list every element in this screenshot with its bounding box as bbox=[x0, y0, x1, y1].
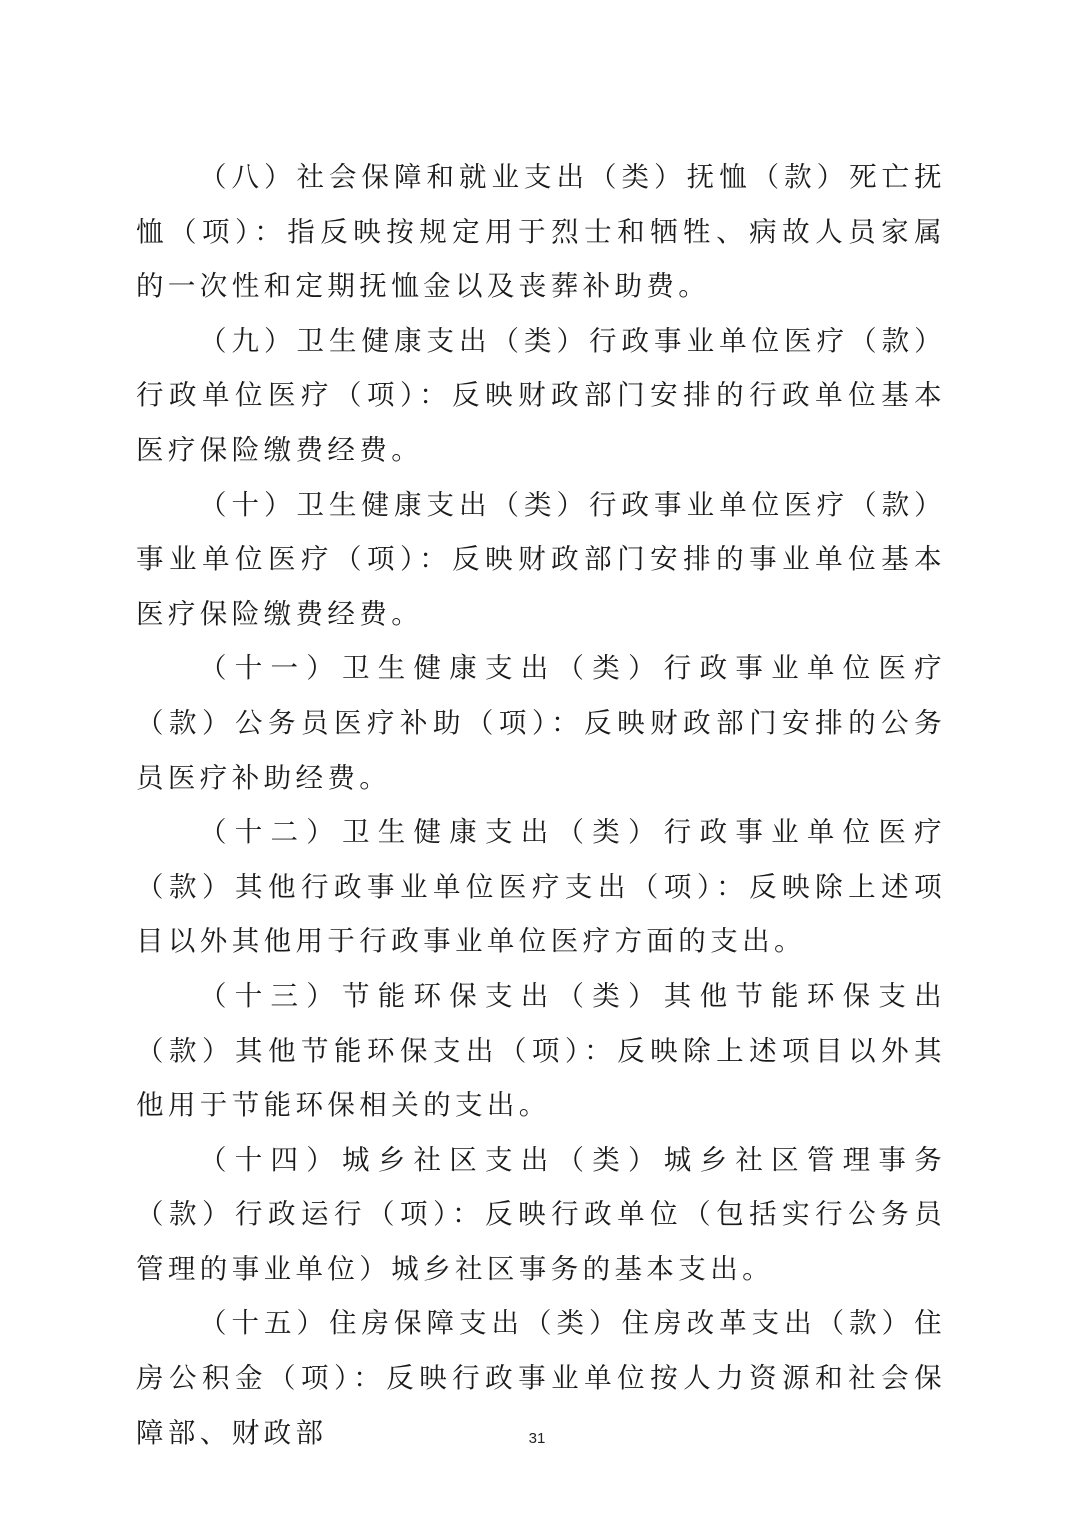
paragraph-urban-rural-admin-operation: （十四）城乡社区支出（类）城乡社区管理事务（款）行政运行（项）：反映行政单位（包括实行公务员管理的事业单位）城乡社区事务的基本支出。 bbox=[136, 1143, 946, 1285]
paragraph-admin-unit-medical: （九）卫生健康支出（类）行政事业单位医疗（款）行政单位医疗（项）：反映财政部门安排的行政单位基本医疗保险缴费经费。 bbox=[136, 324, 946, 466]
paragraph-housing-provident-fund: （十五）住房保障支出（类）住房改革支出（款）住房公积金（项）：反映行政事业单位按人力资源和社会保障部、财政部 bbox=[136, 1307, 946, 1449]
paragraph-death-pension: （八）社会保障和就业支出（类）抚恤（款）死亡抚恤（项）：指反映按规定用于烈士和牺牲、病故人员家属的一次性和定期抚恤金以及丧葬补助费。 bbox=[136, 161, 946, 303]
paragraph-other-medical-expenditure: （十二）卫生健康支出（类）行政事业单位医疗（款）其他行政事业单位医疗支出（项）：反映除上述项目以外其他用于行政事业单位医疗方面的支出。 bbox=[136, 816, 946, 958]
paragraph-civil-servant-medical-subsidy: （十一）卫生健康支出（类）行政事业单位医疗（款）公务员医疗补助（项）：反映财政部门安排的公务员医疗补助经费。 bbox=[136, 652, 946, 794]
page-number: 31 bbox=[528, 1430, 546, 1447]
paragraph-public-institution-medical: （十）卫生健康支出（类）行政事业单位医疗（款）事业单位医疗（项）：反映财政部门安排的事业单位基本医疗保险缴费经费。 bbox=[136, 488, 946, 630]
document-body bbox=[136, 150, 946, 1460]
paragraph-other-energy-environment: （十三）节能环保支出（类）其他节能环保支出（款）其他节能环保支出（项）：反映除上述项目以外其他用于节能环保相关的支出。 bbox=[136, 979, 946, 1122]
